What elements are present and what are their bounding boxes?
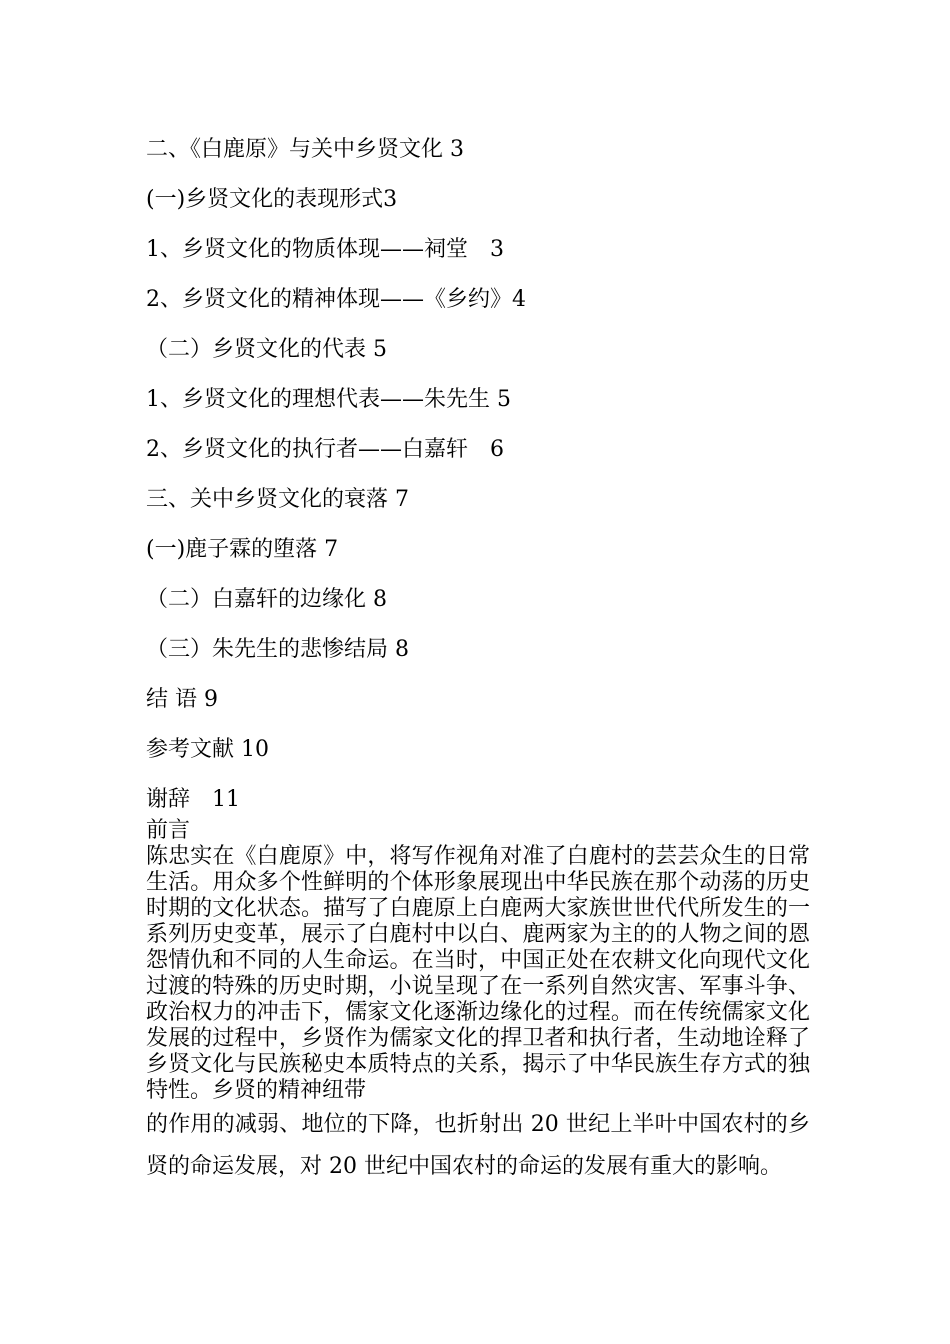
toc-entry[interactable]: 2、乡贤文化的精神体现——《乡约》4 (146, 287, 526, 312)
table-of-contents (146, 132, 826, 832)
toc-entry[interactable]: （二）白嘉轩的边缘化 8 (146, 587, 387, 612)
toc-entry[interactable]: 谢辞 11 (146, 787, 240, 812)
toc-entry[interactable]: 1、乡贤文化的理想代表——朱先生 5 (146, 387, 511, 412)
toc-entry[interactable]: (一)鹿子霖的堕落 7 (146, 537, 339, 562)
toc-entry[interactable]: （三）朱先生的悲惨结局 8 (146, 637, 409, 662)
preface-section (146, 818, 810, 1188)
toc-entry[interactable]: （二）乡贤文化的代表 5 (146, 337, 387, 362)
toc-entry[interactable]: 1、乡贤文化的物质体现——祠堂 3 (146, 237, 504, 262)
toc-entry[interactable]: (一)乡贤文化的表现形式3 (146, 187, 398, 212)
toc-entry[interactable]: 参考文献 10 (146, 737, 269, 762)
toc-entry[interactable]: 三、关中乡贤文化的衰落 7 (146, 487, 409, 512)
preface-heading: 前言 (146, 818, 191, 843)
toc-entry[interactable]: 二、《白鹿原》与关中乡贤文化 3 (146, 137, 464, 162)
preface-paragraph: 陈忠实在《白鹿原》中，将写作视角对准了白鹿村的芸芸众生的日常生活。用众多个性鲜明的个体形象展现出中华民族在那个动荡的历史时期的文化状态。描写了白鹿原上白鹿两大家族世世代代所发生的一系列历史变革，展示了白鹿村中以白、鹿两家为主的的人物之间的恩怨情仇和不同的人生命运。在当时，中国正处在农耕文化向现代文化过渡的特殊的历史时期，小说呈现了在一系列自然灾害、军事斗争、政治权力的冲击下，儒家文化逐渐边缘化的过程。而在传统儒家文化发展的过程中，乡贤作为儒家文化的捍卫者和执行者，生动地诠释了乡贤文化与民族秘史本质特点的关系，揭示了中华民族生存方式的独特性。乡贤的精神纽带 (146, 844, 810, 1103)
toc-entry[interactable]: 结 语 9 (146, 687, 218, 712)
toc-entry[interactable]: 2、乡贤文化的执行者——白嘉轩 6 (146, 437, 504, 462)
preface-paragraph-continued: 的作用的减弱、地位的下降，也折射出 20 世纪上半叶中国农村的乡贤的命运发展，对 20 世纪中国农村的命运的发展有重大的影响。 (146, 1112, 810, 1179)
